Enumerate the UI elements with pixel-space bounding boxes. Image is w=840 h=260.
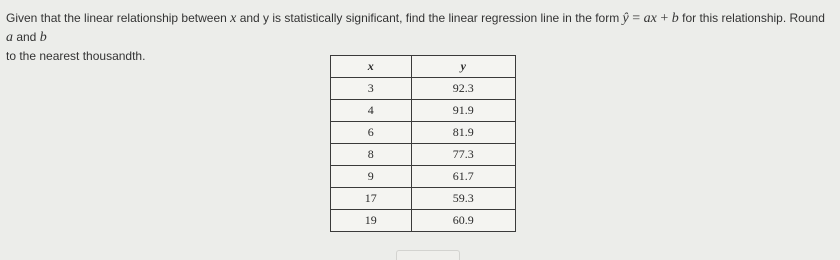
header-x: x [331,56,412,78]
table-row [331,166,516,188]
table-row [331,188,516,210]
table-row [331,122,516,144]
formula-b: b [671,11,679,26]
table-row [331,100,516,122]
formula-y-hat: ŷ [622,11,629,26]
cell-x: 8 [331,144,412,166]
question-part-4: and [13,30,40,44]
variable-x: x [230,11,237,26]
cell-y: 61.7 [411,166,515,188]
question-part-2: and y is statistically significant, find the linear regression line in the form [236,11,623,25]
formula-equals: = [628,11,644,26]
cell-x: 6 [331,122,412,144]
variable-a: a [6,30,13,45]
cell-y: 77.3 [411,144,515,166]
cell-y: 92.3 [411,78,515,100]
table-row [331,78,516,100]
table-row [331,144,516,166]
cell-y: 60.9 [411,210,515,232]
table-row [331,210,516,232]
question-part-3: for this relationship. Round [678,11,825,25]
cell-x: 3 [331,78,412,100]
formula-plus: + [656,11,672,26]
cell-y: 81.9 [411,122,515,144]
question-part-1: Given that the linear relationship between [6,11,231,25]
cell-y: 91.9 [411,100,515,122]
variable-b: b [39,30,47,45]
cell-x: 4 [331,100,412,122]
data-table [330,55,516,232]
answer-panel-tab[interactable] [396,250,460,260]
cell-x: 17 [331,188,412,210]
header-y: y [411,56,515,78]
table-header-row [331,56,516,78]
cell-x: 9 [331,166,412,188]
formula-x: x [650,11,657,26]
cell-y: 59.3 [411,188,515,210]
regression-formula [623,11,679,26]
formula-a: a [643,11,651,26]
question-part-5: to the nearest thousandth. [6,49,146,63]
cell-x: 19 [331,210,412,232]
